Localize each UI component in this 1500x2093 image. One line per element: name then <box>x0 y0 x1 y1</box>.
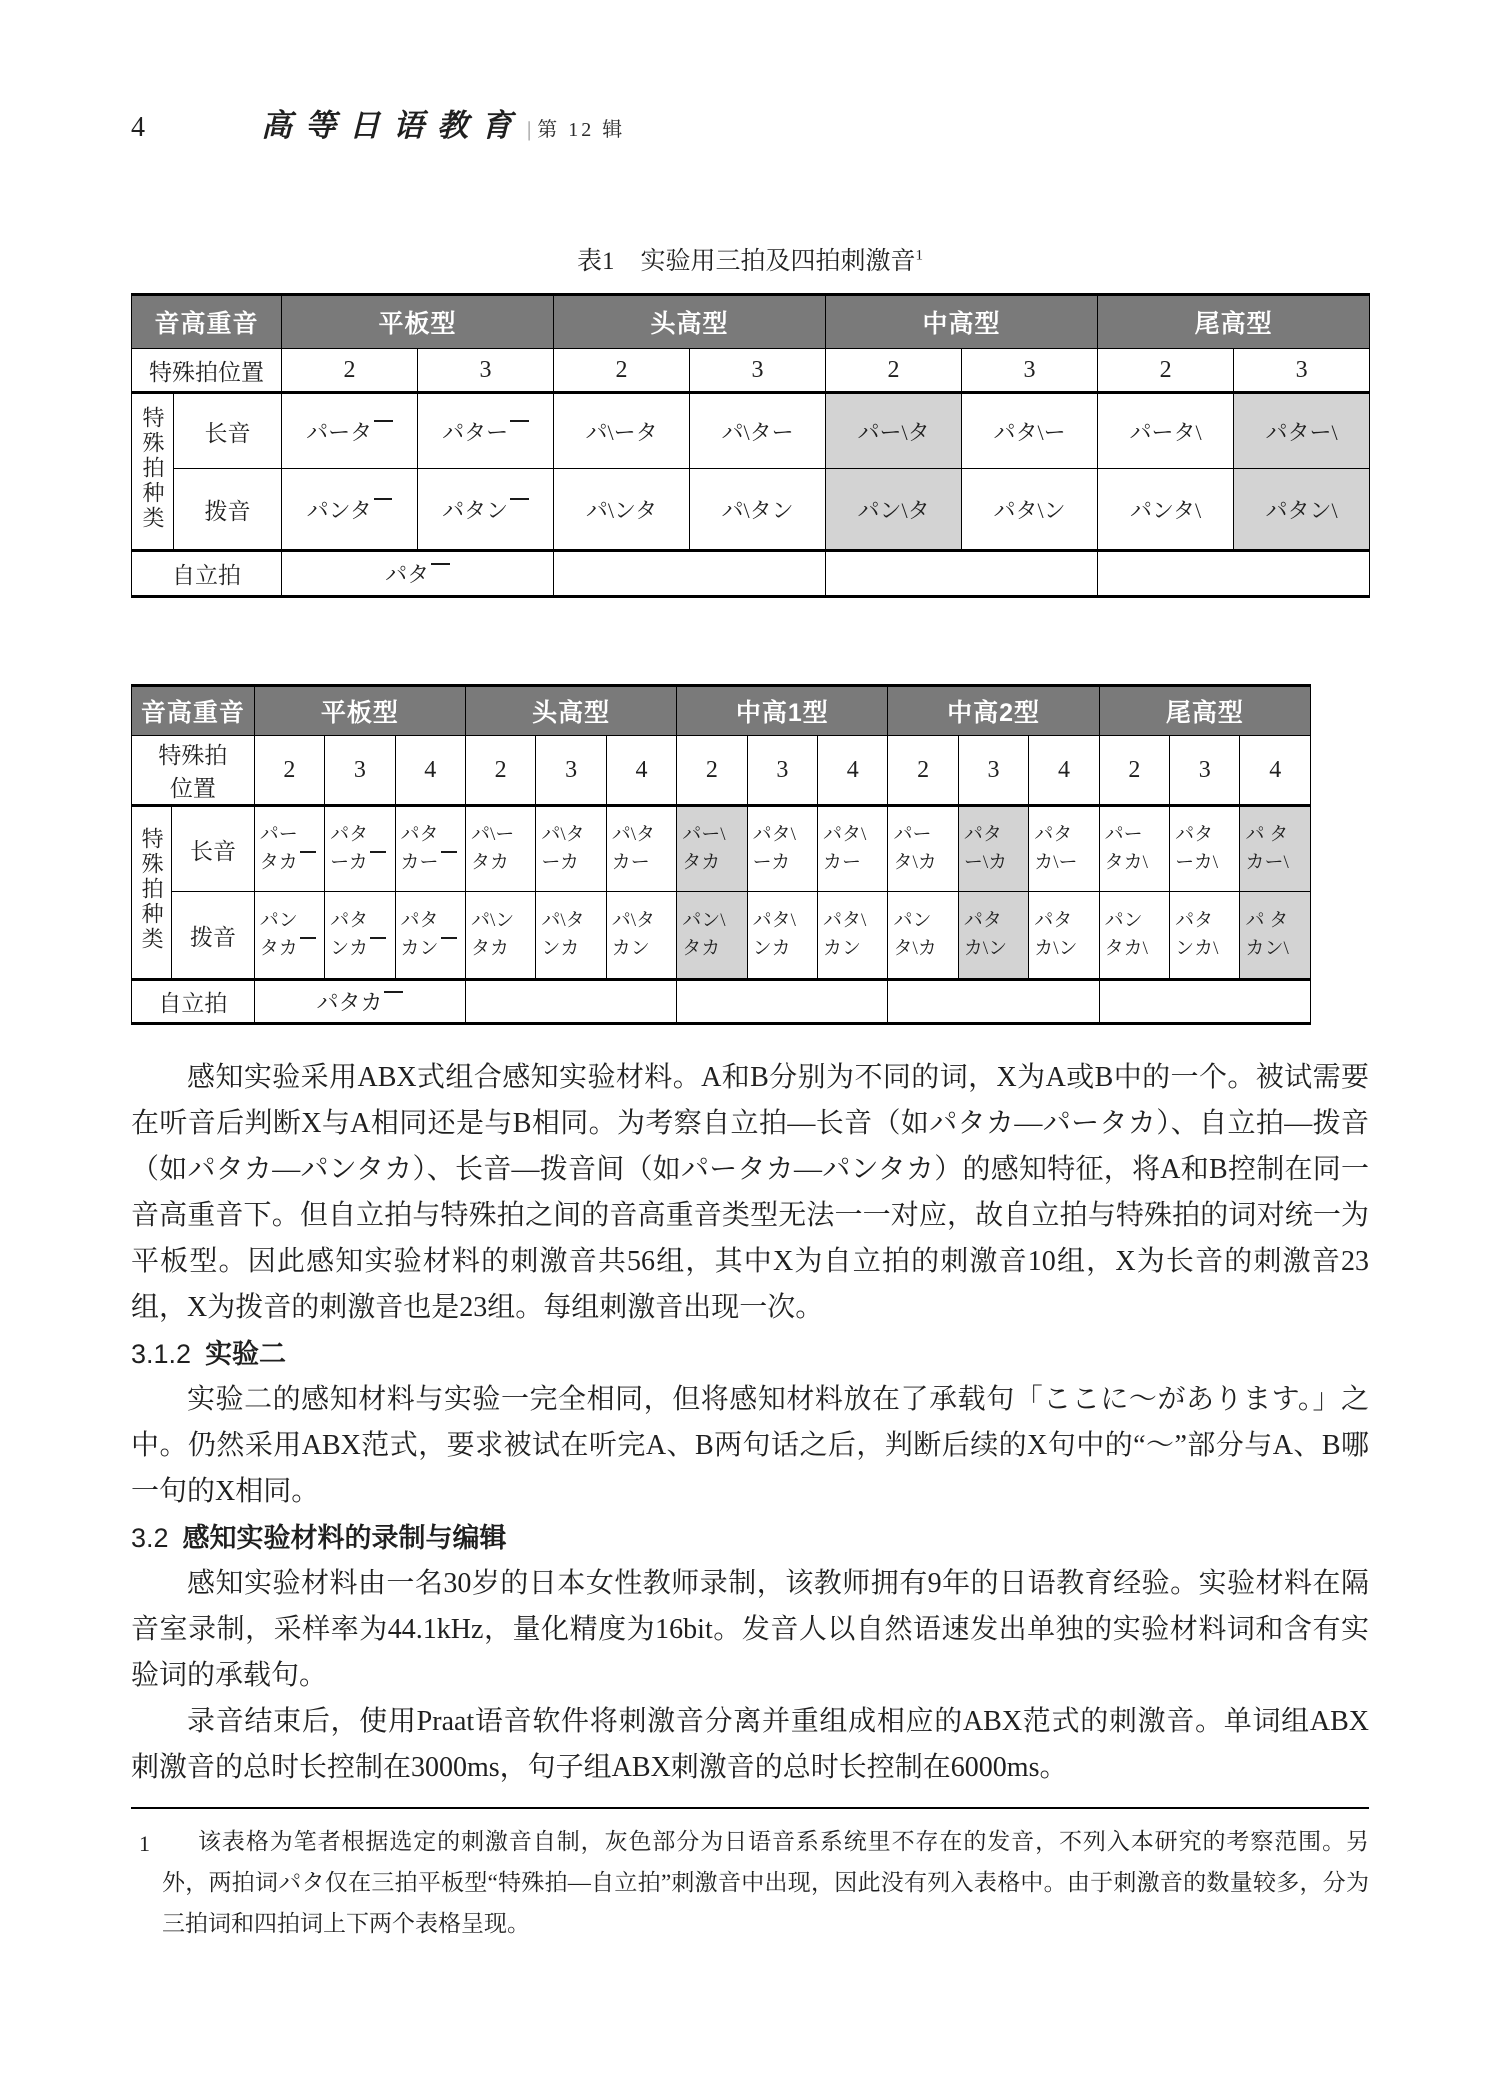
stimulus-cell: パタ ーカ <box>325 806 395 892</box>
accent-group-header: 头高型 <box>465 686 676 736</box>
mora-type-label: 长音 <box>174 393 282 469</box>
stimulus-cell: パ\ンタ <box>554 469 690 551</box>
footnote-marker: 1 <box>139 1831 150 1856</box>
table-row <box>132 686 1311 736</box>
section-number: 3.2 <box>131 1523 169 1553</box>
stimulus-cell: パ\タン <box>690 469 826 551</box>
position-value: 2 <box>254 736 324 806</box>
stimulus-cell: パタ\ ンカ <box>747 892 817 980</box>
empty-cell <box>888 980 1099 1024</box>
position-value: 3 <box>1170 736 1240 806</box>
accent-group-header: 中高1型 <box>677 686 888 736</box>
stimulus-cell: パタ カー <box>395 806 465 892</box>
table1-caption-label: 表1 <box>576 248 615 275</box>
accent-group-header: 尾高型 <box>1099 686 1310 736</box>
position-value: 3 <box>536 736 606 806</box>
footnote-section <box>131 1807 1369 1944</box>
stimulus-cell: パ\ン タカ <box>465 892 535 980</box>
accent-group-header: 中高型 <box>826 295 1098 349</box>
stimulus-cell: パタ カ\ー <box>1029 806 1099 892</box>
accent-group-header: 尾高型 <box>1098 295 1370 349</box>
stimulus-cell: パタ ンカ\ <box>1170 892 1240 980</box>
stimulus-cell: パタン <box>418 469 554 551</box>
position-value: 4 <box>1029 736 1099 806</box>
accent-group-header: 头高型 <box>554 295 826 349</box>
stimulus-cell-nonexistent: パタ カ\ン <box>958 892 1028 980</box>
page-number: 4 <box>131 112 145 143</box>
stimulus-cell: パー タカ <box>254 806 324 892</box>
stimulus-cell: パタ カン <box>395 892 465 980</box>
row-group-label: 特殊拍种类 <box>132 806 172 980</box>
table-row <box>132 295 1370 349</box>
paragraph: 录音结束后，使用Praat语音软件将刺激音分离并重组成相应的ABX范式的刺激音。单词组ABX刺激音的总时长控制在3000ms，句子组ABX刺激音的总时长控制在6000ms。 <box>131 1706 1369 1783</box>
table-row <box>132 892 1311 980</box>
position-row-label: 特殊拍位置 <box>132 349 282 393</box>
table-row <box>132 806 1311 892</box>
three-mora-stimuli-table <box>131 293 1370 598</box>
issue-number: 第 12 辑 <box>537 119 626 141</box>
table-row <box>132 980 1311 1024</box>
stimulus-cell: パタ\ ーカ <box>747 806 817 892</box>
stimulus-cell: パ\ー タカ <box>465 806 535 892</box>
empty-cell <box>554 551 826 597</box>
paragraph: 感知实验采用ABX式组合感知实验材料。A和B分别为不同的词，X为A或B中的一个。被试需要在听音后判断X与A相同还是与B相同。为考察自立拍—长音（如パタカ—パータカ）、自立拍—拨音（如パタカ—パンタカ）、长音—拨音间（如パータカ—パンタカ）的感知特征，将A和B控制在同一音高重音下。但自立拍与特殊拍之间的音高重音类型无法一一对应，故自立拍与特殊拍的词对统一为平板型。因此感知实验材料的刺激音共56组，其中X为自立拍的刺激音10组，X为长音的刺激音23组，X为拨音的刺激音也是23组。每组刺激音出现一次。 <box>131 1062 1369 1323</box>
stimulus-cell-nonexistent: パン\タ <box>826 469 962 551</box>
stimulus-cell-nonexistent: パ タ カン\ <box>1240 892 1311 980</box>
stimulus-cell: パタ\ カー <box>818 806 888 892</box>
body-text <box>131 1055 1369 1791</box>
table1-caption-title: 实验用三拍及四拍刺激音 <box>640 248 916 275</box>
accent-group-header: 平板型 <box>282 295 554 349</box>
stimulus-cell-nonexistent: パー\タ <box>826 393 962 469</box>
stimulus-cell: パタ ンカ <box>325 892 395 980</box>
empty-cell <box>677 980 888 1024</box>
stimulus-cell-nonexistent: パー\ タカ <box>677 806 747 892</box>
stimulus-cell: パ\ター <box>690 393 826 469</box>
stimulus-cell: パン タカ\ <box>1099 892 1169 980</box>
stimulus-cell: パータ\ <box>1098 393 1234 469</box>
section-title: 实验二 <box>205 1339 287 1369</box>
stimulus-cell: パ\タ カン <box>606 892 676 980</box>
position-value: 2 <box>826 349 962 393</box>
corner-header: 音高重音 <box>132 686 255 736</box>
stimulus-cell-nonexistent: パター\ <box>1234 393 1370 469</box>
stimulus-cell: パー タカ\ <box>1099 806 1169 892</box>
stimulus-cell-nonexistent: パン\ タカ <box>677 892 747 980</box>
table-row <box>132 393 1370 469</box>
table-row <box>132 551 1370 597</box>
stimulus-cell-nonexistent: パタン\ <box>1234 469 1370 551</box>
footnote-reference: 1 <box>915 247 924 264</box>
paragraph: 实验二的感知材料与实验一完全相同，但将感知材料放在了承载句「ここに～があります。」之中。仍然采用ABX范式，要求被试在听完A、B两句话之后，判断后续的X句中的“～”部分与A、B哪一句的X相同。 <box>131 1384 1369 1507</box>
stimulus-cell: パ\タ ーカ <box>536 806 606 892</box>
position-value: 4 <box>606 736 676 806</box>
row-group-label: 特殊拍种类 <box>132 393 174 551</box>
accent-group-header: 平板型 <box>254 686 465 736</box>
position-value: 4 <box>818 736 888 806</box>
stimulus-cell: パータ <box>282 393 418 469</box>
position-value: 2 <box>554 349 690 393</box>
position-value: 3 <box>325 736 395 806</box>
stimulus-cell: パン タカ <box>254 892 324 980</box>
header-separator: | <box>527 117 532 141</box>
table-row <box>132 349 1370 393</box>
position-value: 3 <box>418 349 554 393</box>
stimulus-cell: パ\ータ <box>554 393 690 469</box>
section-number: 3.1.2 <box>131 1339 192 1369</box>
mora-type-label: 拨音 <box>172 892 254 980</box>
empty-cell <box>826 551 1098 597</box>
stimulus-cell: パタ\ン <box>962 469 1098 551</box>
corner-header: 音高重音 <box>132 295 282 349</box>
table1-caption <box>131 241 1369 277</box>
position-value: 4 <box>1240 736 1311 806</box>
stimulus-cell: パ\タ ンカ <box>536 892 606 980</box>
position-value: 3 <box>690 349 826 393</box>
stimulus-cell: パタ\ー <box>962 393 1098 469</box>
stimulus-cell: パンタ\ <box>1098 469 1234 551</box>
position-value: 2 <box>677 736 747 806</box>
position-value: 3 <box>747 736 817 806</box>
position-value: 3 <box>1234 349 1370 393</box>
stimulus-cell: パ\タ カー <box>606 806 676 892</box>
position-row-label: 特殊拍 位置 <box>132 736 255 806</box>
journal-title: 高等日语教育 <box>261 108 525 144</box>
table-row <box>132 469 1370 551</box>
position-value: 3 <box>962 349 1098 393</box>
four-mora-stimuli-table <box>131 684 1311 1025</box>
position-value: 3 <box>958 736 1028 806</box>
footnote-text: 该表格为笔者根据选定的刺激音自制，灰色部分为日语音系系统里不存在的发音，不列入本研究的考察范围。另外，两拍词パタ仅在三拍平板型“特殊拍—自立拍”刺激音中出现，因此没有列入表格中。由于刺激音的数量较多，分为三拍词和四拍词上下两个表格呈现。 <box>162 1829 1369 1936</box>
section-heading-3-1-2 <box>131 1331 1369 1377</box>
independent-mora-label: 自立拍 <box>132 980 255 1024</box>
stimulus-cell: パンタ <box>282 469 418 551</box>
running-head <box>131 0 1369 145</box>
stimulus-cell-nonexistent: パタ ー\カ <box>958 806 1028 892</box>
stimulus-cell: パタ ーカ\ <box>1170 806 1240 892</box>
stimulus-cell-nonexistent: パ タ カー\ <box>1240 806 1311 892</box>
stimulus-cell: パタカ <box>254 980 465 1024</box>
position-value: 4 <box>395 736 465 806</box>
position-value: 2 <box>888 736 958 806</box>
mora-type-label: 拨音 <box>174 469 282 551</box>
independent-mora-label: 自立拍 <box>132 551 282 597</box>
section-title: 感知实验材料的录制与编辑 <box>182 1523 507 1553</box>
position-value: 2 <box>282 349 418 393</box>
empty-cell <box>465 980 676 1024</box>
mora-type-label: 长音 <box>172 806 254 892</box>
stimulus-cell: パター <box>418 393 554 469</box>
stimulus-cell: パン タ\カ <box>888 892 958 980</box>
stimulus-cell: パタ カ\ン <box>1029 892 1099 980</box>
position-value: 2 <box>465 736 535 806</box>
stimulus-cell: パー タ\カ <box>888 806 958 892</box>
stimulus-cell: パタ <box>282 551 554 597</box>
paragraph: 感知实验材料由一名30岁的日本女性教师录制，该教师拥有9年的日语教育经验。实验材料在隔音室录制，采样率为44.1kHz，量化精度为16bit。发音人以自然语速发出单独的实验材料词和含有实验词的承载句。 <box>131 1568 1369 1691</box>
accent-group-header: 中高2型 <box>888 686 1099 736</box>
table-row <box>132 736 1311 806</box>
empty-cell <box>1099 980 1310 1024</box>
position-value: 2 <box>1098 349 1234 393</box>
position-value: 2 <box>1099 736 1169 806</box>
stimulus-cell: パタ\ カン <box>818 892 888 980</box>
section-heading-3-2 <box>131 1515 1369 1561</box>
empty-cell <box>1098 551 1370 597</box>
